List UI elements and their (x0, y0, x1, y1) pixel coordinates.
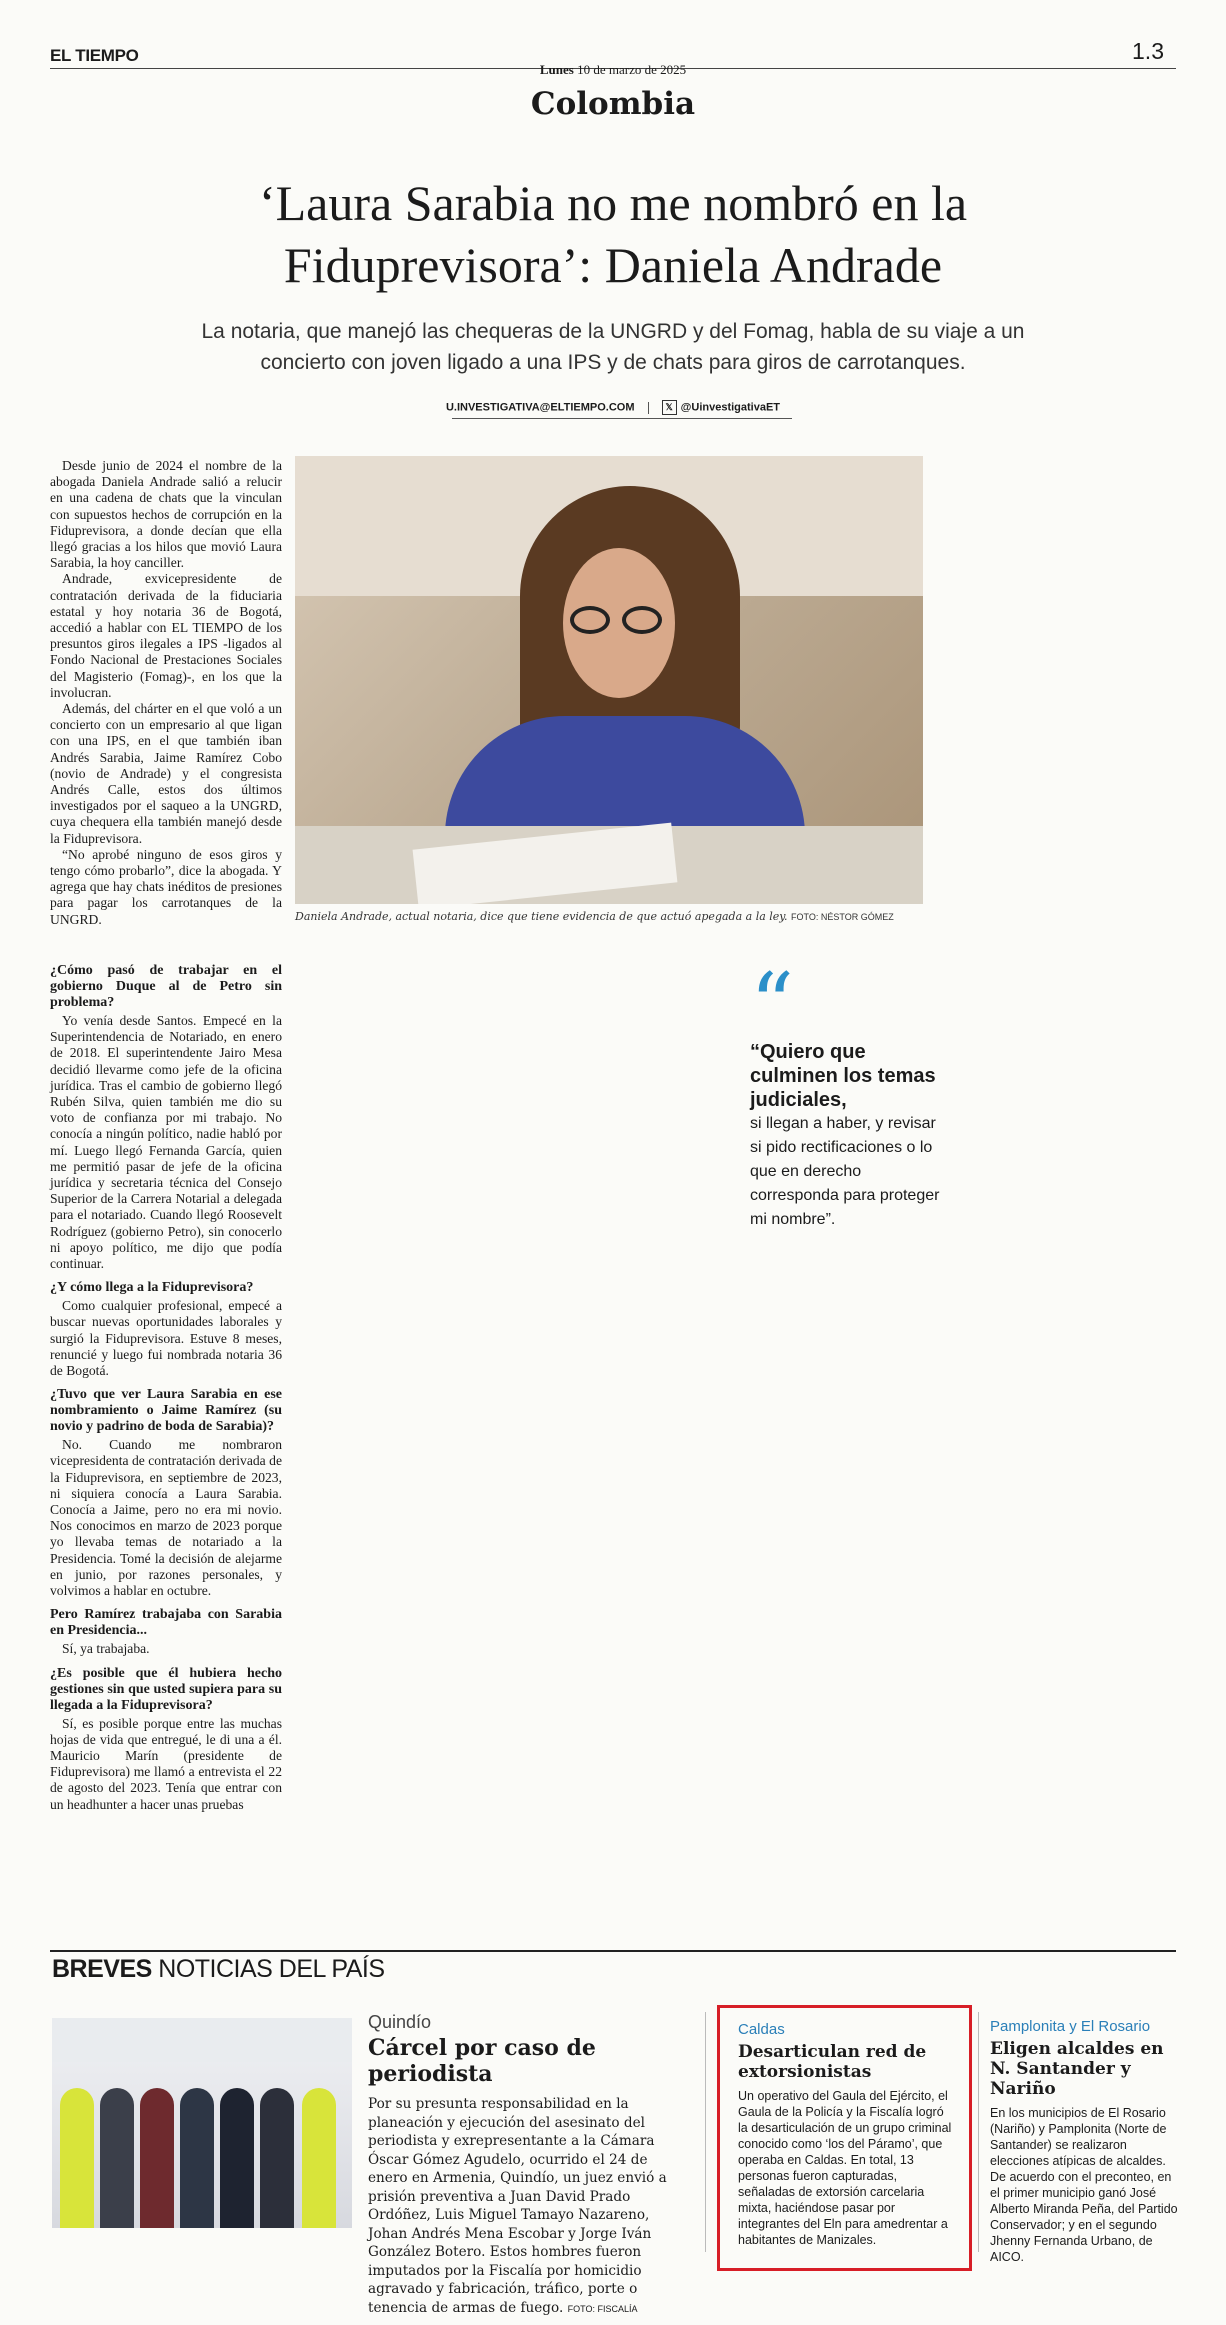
paragraph: “No aprobé ninguno de esos giros y tengo cómo probarlo”, dice la abogada. Y agrega que hay chats inéditos de presiones para pagar los carrotanques de la UNGRD. (50, 846, 282, 927)
article-headline: ‘Laura Sarabia no me nombró en la Fiduprevisora’: Daniela Andrade (258, 175, 968, 293)
breve-photo-credit: FOTO: FISCALÍA (567, 2303, 638, 2314)
breves-heading-bold: BREVES (52, 1955, 152, 1983)
interview-answer: No. Cuando me nombraron vicepresidenta de contratación derivada de la Fiduprevisora, en septiembre de 2023, ni siquiera conocía a Laura Sarabia. Conocía a Jaime, pero no era mi novio. Nos conocimos en marzo de 2023 porque yo llevaba temas de notariado a la Presidencia. Tomé la decisión de alejarme en junio, por razones personales, y volvimos a hablar en octubre. (50, 1437, 282, 1599)
interview-question: ¿Es posible que él hubiera hecho gestiones sin que usted supiera para su llegada a la Fiduprevisora? (50, 1665, 282, 1713)
breves-heading (52, 1955, 385, 1984)
byline-rule (452, 418, 792, 419)
quote-mark-icon: “ (750, 955, 794, 1055)
breve-body: Un operativo del Gaula del Ejército, el Gaula de la Policía y la Fiscalía logró la desarticulación de un grupo criminal conocido como ‘los del Páramo’, que operaba en Caldas. En total, 13 personas fueron capturadas, señaladas de extorsión carcelaria mixta, haciéndose pasar por integrantes del Eln para amedrentar a habitantes de Manizales. (738, 2089, 952, 2247)
pull-quote (750, 955, 940, 1232)
breve-caldas (738, 2021, 953, 2248)
article-photo (295, 456, 923, 904)
section-title: Colombia (530, 86, 696, 122)
breve-title: Eligen alcaldes en N. Santander y Nariño (990, 2039, 1164, 2099)
pull-quote-lead: “Quiero que culminen los temas judiciales, (750, 1041, 936, 1111)
interview-answer: Como cualquier profesional, empecé a buscar nuevas oportunidades laborales y surgió la Fiduprevisora. Estuve 8 meses, renuncié y luego fui nombrada notaria 36 de Bogotá. (50, 1298, 282, 1379)
column-divider (978, 2012, 979, 2252)
breve-title: Cárcel por caso de periodista (368, 2035, 596, 2087)
byline (0, 400, 1226, 415)
pull-quote-rest: si llegan a haber, y revisar si pido rectificaciones o lo que en derecho corresponda para proteger mi nombre”. (750, 1115, 940, 1228)
breve-body (368, 2095, 690, 2318)
caption-text: Daniela Andrade, actual notaria, dice que tiene evidencia de que actuó apegada a la ley. (295, 910, 788, 923)
breve-body-text: Por su presunta responsabilidad en la planeación y ejecución del asesinato del periodista y exrepresentante a la Cámara Óscar Gómez Agudelo, ocurrido el 24 de enero en Armenia, Quindío, un juez envió a prisión preventiva a Juan David Prado Ordóñez, Luis Miguel Tamayo Nazareno, Johan Andrés Mena Escobar y Jorge Iván González Botero. Estos hombres fueron imputados por la Fiscalía por homicidio agravado y fabricación, tráfico, porte o tenencia de armas de fuego. (368, 2096, 667, 2316)
breve-kicker: Pamplonita y El Rosario (990, 2018, 1151, 2035)
interview-answer: Sí, es posible porque entre las muchas hojas de vida que entregué, le di una a él. Mauricio Marín (presidente de Fiduprevisora) me llamó a entrevista el 22 de agosto del 2023. Tenía que entrar con un headhunter a hacer unas pruebas (50, 1715, 282, 1812)
column-divider (705, 2012, 706, 2252)
date-weekday: Lunes (539, 62, 574, 77)
byline-separator (648, 402, 649, 414)
paragraph: Andrade, exvicepresidente de contratación derivada de la fiduciaria estatal y hoy notaria 36 de Bogotá, accedió a hablar con EL TIEMPO de los presuntos giros ilegales a IPS -ligados al Fondo Nacional de Prestaciones Sociales del Magisterio (Fomag)-, en los que la involucran. (50, 571, 282, 700)
byline-email[interactable]: U.INVESTIGATIVA@ELTIEMPO.COM (445, 401, 635, 414)
photo-caption (295, 910, 923, 923)
interview-question: Pero Ramírez trabajaba con Sarabia en Presidencia... (50, 1607, 282, 1639)
breve-body: En los municipios de El Rosario (Nariño) y Pamplonita (Norte de Santander) se realizaron elecciones atípicas de alcaldes. De acuerdo con el preconteo, en el primer municipio ganó José Alberto Miranda Peña, del Partido Conservador; y en el segundo Jhenny Fernanda Urbano, de AICO. (990, 2106, 1178, 2264)
breves-photo (52, 2018, 352, 2228)
photo-credit: FOTO: NÉSTOR GÓMEZ (791, 912, 894, 922)
breve-title: Desarticulan red de extorsionistas (738, 2042, 927, 2082)
interview-answer: Yo venía desde Santos. Empecé en la Superintendencia de Notariado, en enero de 2018. El superintendente Jairo Mesa decidió llevarme como jefe de la oficina jurídica. Tras el cambio de gobierno llegó Rubén Silva, quien también me dio su voto de confianza por mi trabajo. No conocía a ningún político, nadie habló por mí. Luego llegó Fernanda García, quien me permitió pasar de jefe de la oficina jurídica y secretaria técnica del Consejo Superior de la Carrera Notarial a delegada para el notariado. Cuando llegó Roosevelt Rodríguez (gobierno Petro), sin conocerlo ni apoyo político, me dijo que podía continuar. (50, 1013, 282, 1272)
breve-quindio (368, 2012, 690, 2318)
byline-handle[interactable]: @UinvestigativaET (680, 401, 781, 414)
breve-kicker: Quindío (368, 2012, 432, 2032)
interview-question: ¿Y cómo llega a la Fiduprevisora? (50, 1280, 254, 1296)
paragraph: Además, del chárter en el que voló a un concierto con un empresario al que ligan con una IPS, en el que también iban Andrés Sarabia, Jaime Ramírez Cobo (novio de Andrade) y el congresista Andrés Calle, estos dos últimos investigados por el saqueo a la UNGRD, cuya chequera ella también manejó desde la Fiduprevisora. (50, 701, 282, 846)
paragraph: Desde junio de 2024 el nombre de la abogada Daniela Andrade salió a relucir en una cadena de chats que la vinculan con supuestos hechos de corrupción en la Fiduprevisora, a donde decían que ella llegó gracias a los hilos que movió Laura Sarabia, la hoy canciller. (50, 458, 282, 571)
breves-rule (50, 1950, 1176, 1952)
interview-question: ¿Cómo pasó de trabajar en el gobierno Duque al de Petro sin problema? (50, 963, 282, 1010)
issue-date (0, 62, 1226, 78)
article-column-intro (50, 458, 282, 928)
date-rest: 10 de marzo de 2025 (577, 62, 687, 77)
interview-answer: Sí, ya trabajaba. (62, 1641, 150, 1657)
breve-kicker: Caldas (738, 2021, 785, 2038)
newspaper-logo: EL TIEMPO (50, 46, 139, 65)
breves-heading-light: NOTICIAS DEL PAÍS (158, 1955, 385, 1983)
page-number: 1.3 (1132, 38, 1164, 64)
article-subhead: La notaria, que manejó las chequeras de la UNGRD y del Fomag, habla de su viaje a un concierto con joven ligado a una IPS y de chats para giros de carrotanques. (201, 320, 1025, 374)
interview-question: ¿Tuvo que ver Laura Sarabia en ese nombramiento o Jaime Ramírez (su novio y padrino de boda de Sarabia)? (50, 1387, 282, 1435)
x-logo-icon: 𝕏 (662, 400, 677, 415)
article-column-interview (50, 955, 282, 1813)
breve-pamplonita (990, 2018, 1178, 2265)
